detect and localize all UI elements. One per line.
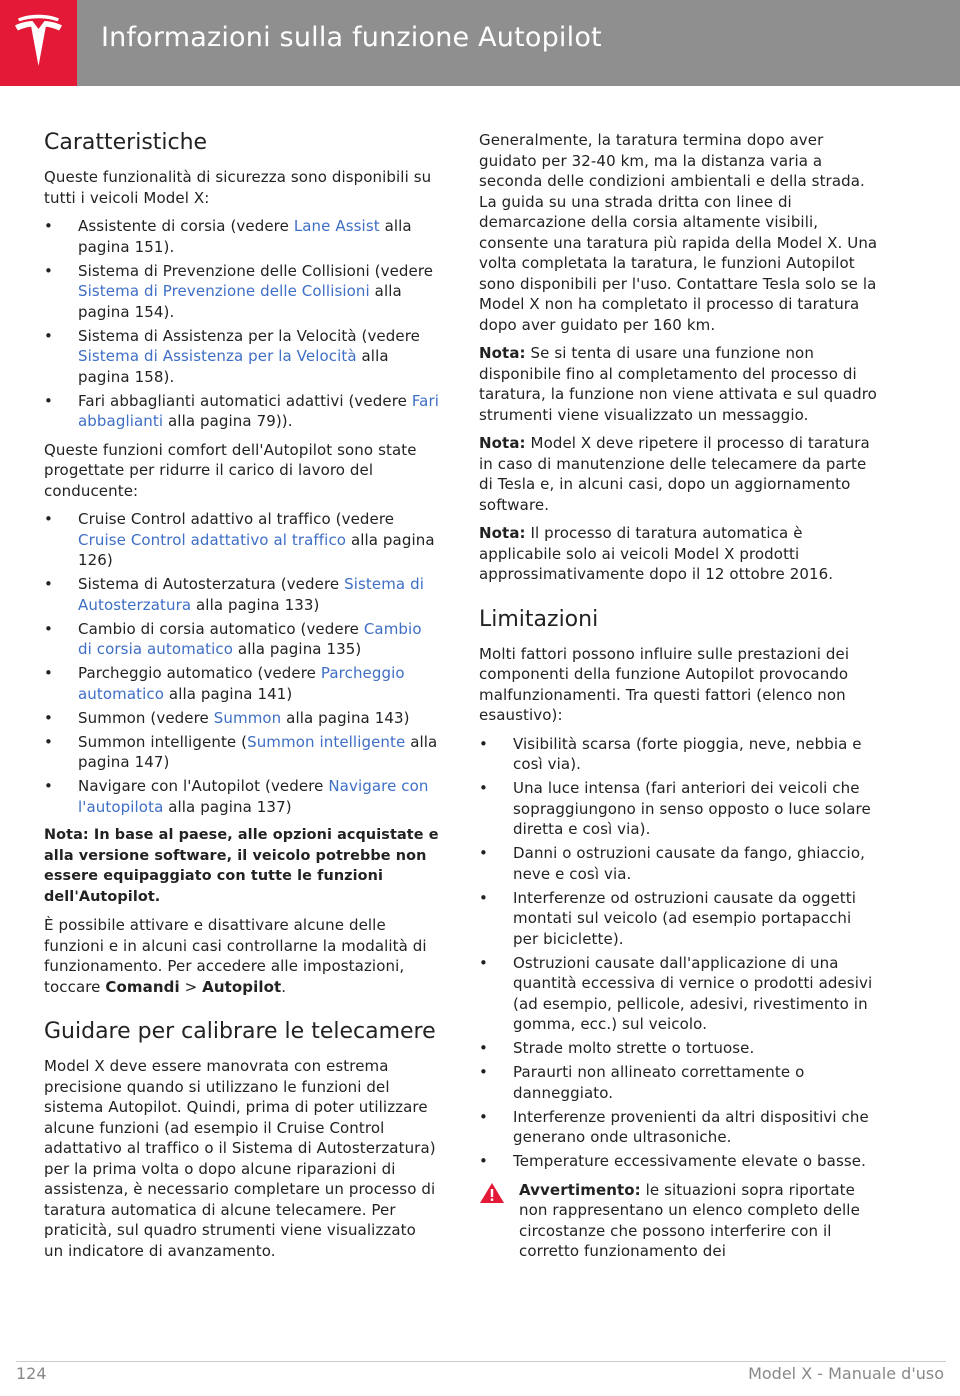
list-item [44,216,440,257]
list-item: • Una luce intensa (fari anteriori dei veicoli che sopraggiungono in senso opposto o luce solare diretta e così via). [479,778,879,840]
list-item [44,261,440,323]
warning-label: Avvertimento: [519,1180,641,1199]
link-autosteer[interactable]: Sistema di Autosterzatura [78,575,424,614]
page-number: 124 [16,1364,47,1383]
list-item [44,708,440,729]
link-smart-summon[interactable]: Summon intelligente [247,732,406,751]
note-label: Nota: [479,524,526,542]
link-lane-change[interactable]: Cambio di corsia automatico [78,619,422,658]
list-item: • Interferenze od ostruzioni causate da oggetti montati sul veicolo (ad esempio portapacchi per biciclette). [479,888,879,950]
tesla-logo-icon [13,14,64,72]
list-item-text: Sistema di Prevenzione delle Collisioni (vedere [78,261,434,280]
list-item [44,619,440,660]
link-summon[interactable]: Summon [213,708,282,727]
list-item-text: Sistema di Assistenza per la Velocità (vedere [78,326,420,345]
section-heading-calibration: Guidare per calibrare le telecamere [44,1019,436,1044]
footer-divider [16,1361,946,1362]
tesla-logo [0,0,77,86]
right-column [479,130,879,1270]
note-text: Model X deve ripetere il processo di taratura in caso di manutenzione delle telecamere da parte di Tesla e, in alcuni casi, dopo un aggiornamento software. [479,434,870,514]
list-item-text: Cruise Control adattivo al traffico (vedere [78,510,395,528]
page-header [0,0,960,86]
note-text: Il processo di taratura automatica è applicabile solo ai veicoli Model X prodotti approssimativamente dopo il 12 ottobre 2016. [479,524,834,583]
list-item-text: alla pagina 158). [78,347,389,386]
list-item-text: alla pagina 126) [78,530,435,569]
list-item-text: alla pagina 137) [163,797,292,816]
list-item-text: alla pagina 154). [78,282,402,321]
list-item-text: Summon (vedere [78,708,214,727]
list-item [44,509,440,571]
menu-path-controls: Comandi [105,977,180,996]
list-item-text: Parcheggio automatico (vedere [78,664,321,682]
list-item-text: Assistente di corsia (vedere [78,217,294,235]
list-item-text: alla pagina 141) [164,684,293,703]
left-column [44,128,440,1269]
list-item: • Temperature eccessivamente elevate o basse. [479,1151,879,1172]
warning-triangle-icon [479,1182,505,1204]
list-item-text: alla pagina 135) [233,640,362,658]
section-heading-limitations: Limitazioni [479,606,599,632]
page-title: Informazioni sulla funzione Autopilot [101,22,602,53]
list-item [44,391,440,432]
list-item-text: alla pagina 143) [281,708,410,727]
list-item: • Paraurti non allineato correttamente o danneggiato. [479,1062,879,1103]
link-autopark[interactable]: Parcheggio automatico [78,664,405,703]
warning-text: le situazioni sopra riportate non rappresentano un elenco completo delle circostanze che possono interferire con il corretto funzionamento dei [519,1180,860,1260]
note-label: Nota: [479,344,526,362]
note-label: Nota: [479,434,526,452]
paragraph: Model X deve essere manovrata con estrema precisione quando si utilizzano le funzioni del sistema Autopilot. Quindi, prima di poter utilizzare alcune funzioni (ad esempio il Cruise Control adattativo al traffico o il Sistema di Autosterzatura) per la prima volta o dopo alcune riparazioni di assistenza, è necessario completare un processo di taratura automatica di alcune telecamere. Per praticità, sul quadro strumenti viene visualizzato un indicatore di avanzamento. [44,1057,436,1260]
list-item-text: Summon intelligente ( [78,732,248,751]
limitations-list [479,734,879,1172]
list-item: • Danni o ostruzioni causate da fango, ghiaccio, neve e così via. [479,843,879,884]
paragraph-text: . [281,977,287,996]
comfort-features-list [44,509,440,817]
warning-block [479,1180,879,1262]
list-item-text: Sistema di Autosterzatura (vedere [78,575,345,593]
list-item: • Interferenze provenienti da altri dispositivi che generano onde ultrasoniche. [479,1107,879,1148]
note [479,343,879,425]
paragraph: Molti fattori possono influire sulle prestazioni dei componenti della funzione Autopilot provocando malfunzionamenti. Tra questi fattori (elenco non esaustivo): [479,644,850,724]
list-item-text: Navigare con l'Autopilot (vedere [78,777,329,795]
list-item-text: Cambio di corsia automatico (vedere [78,619,364,638]
safety-features-list [44,216,440,432]
list-item [44,574,440,615]
list-item-text: alla pagina 151). [78,217,412,256]
note [479,433,879,515]
list-item-text: alla pagina 147) [78,732,438,771]
paragraph [44,915,440,997]
list-item-text: alla pagina 133) [191,595,320,614]
paragraph: Queste funzionalità di sicurezza sono disponibili su tutti i veicoli Model X: [44,168,432,207]
list-item: • Ostruzioni causate dall'applicazione di una quantità eccessiva di vernice o prodotti adesivi (ad esempio, pellicole, adesivi, rivestimento in gomma, ecc.) sul veicolo. [479,953,879,1035]
list-item [44,326,440,388]
list-item-text: alla pagina 79)). [163,412,293,430]
list-item: • Visibilità scarsa (forte pioggia, neve, nebbia e così via). [479,734,879,775]
manual-title: Model X - Manuale d'uso [748,1364,944,1383]
section-heading-caratteristiche: Caratteristiche [44,130,208,155]
paragraph-text: È possibile attivare e disattivare alcune delle funzioni e in alcuni casi controllarne la modalità di funzionamento. Per accedere alle impostazioni, toccare [44,916,427,996]
list-item [44,732,440,773]
link-navigate-on-autopilot[interactable]: Navigare con l'autopilota [78,777,429,816]
menu-path-autopilot: Autopilot [202,977,282,996]
link-collision-avoidance[interactable]: Sistema di Prevenzione delle Collisioni [78,282,370,300]
note [479,523,879,585]
link-speed-assist[interactable]: Sistema di Assistenza per la Velocità [78,347,357,365]
menu-path-separator: > [179,977,203,996]
paragraph: Generalmente, la taratura termina dopo aver guidato per 32-40 km, ma la distanza varia a seconda delle condizioni ambientali e della strada. La guida su una strada dritta con linee di demarcazione della corsia altamente visibili, consente una taratura più rapida della Model X. Una volta completata la taratura, le funzioni Autopilot sono disponibili per l'uso. Contattare Tesla solo se la Model X non ha completato il processo di taratura dopo aver guidato per 160 km. [479,131,878,334]
list-item [44,776,440,817]
link-lane-assist[interactable]: Lane Assist [293,217,380,235]
note-bold: Nota: In base al paese, alle opzioni acquistate e alla versione software, il veicolo potrebbe non essere equipaggiato con tutte le funzioni dell'Autopilot. [44,827,439,905]
link-high-beams[interactable]: Fari abbaglianti [78,391,440,430]
list-item: • Strade molto strette o tortuose. [479,1038,879,1059]
note-text: Se si tenta di usare una funzione non disponibile fino al completamento del processo di taratura, la funzione non viene attivata e sul quadro strumenti viene visualizzato un messaggio. [479,344,877,424]
list-item [44,663,440,704]
paragraph: Queste funzioni comfort dell'Autopilot sono state progettate per ridurre il carico di lavoro del conducente: [44,440,417,500]
link-cruise-control[interactable]: Cruise Control adattativo al traffico [78,530,347,549]
list-item-text: Fari abbaglianti automatici adattivi (vedere [78,391,412,410]
